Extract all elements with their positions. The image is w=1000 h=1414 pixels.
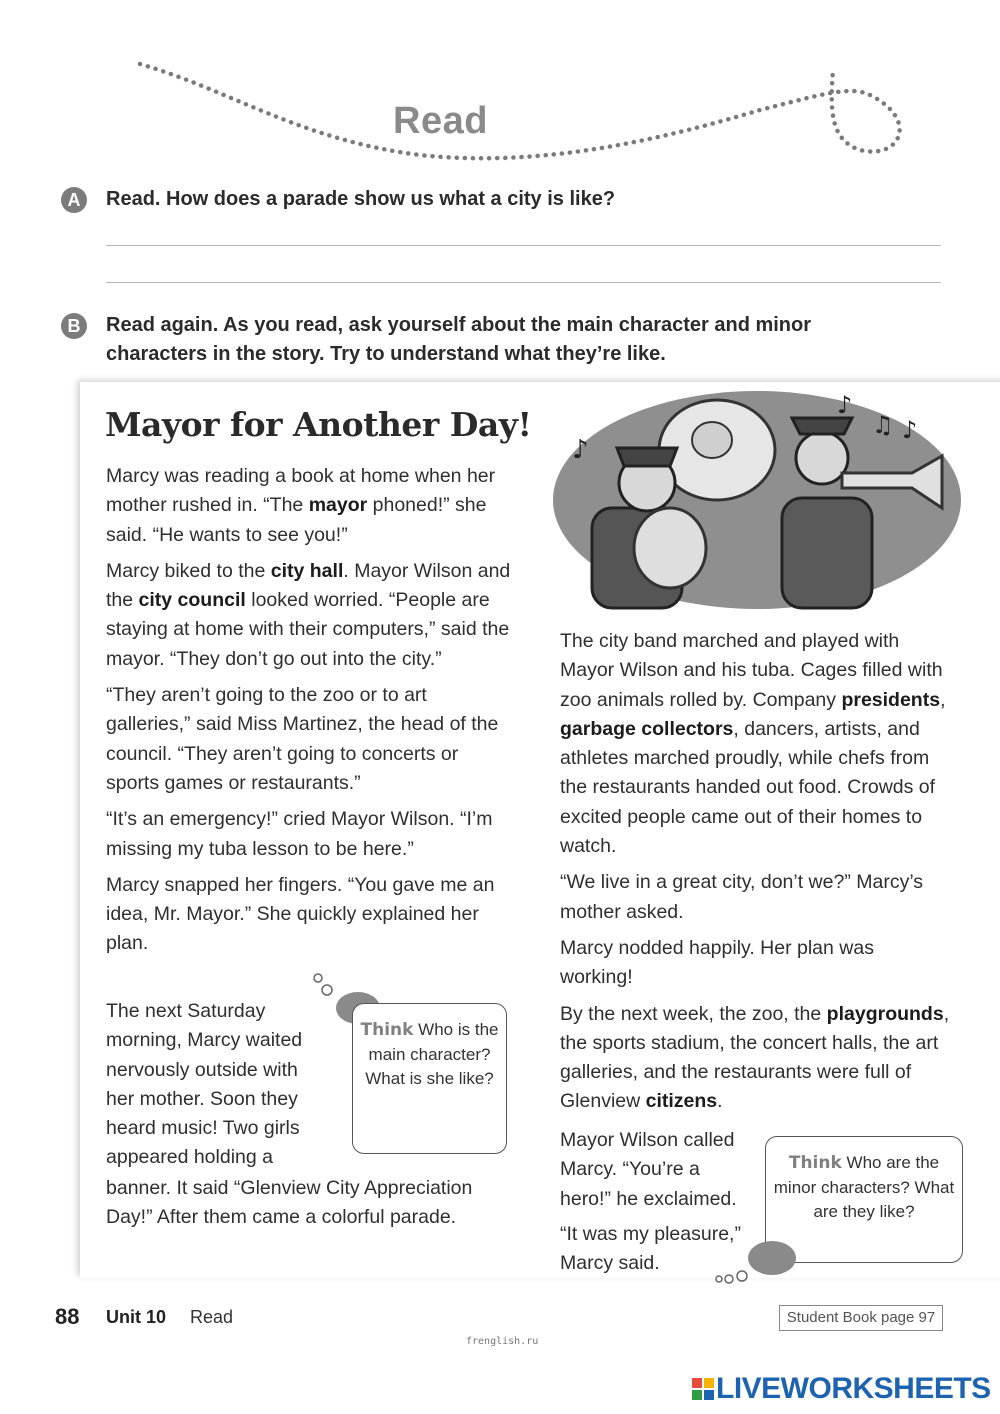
student-book-page[interactable]: Student Book page 97 — [779, 1305, 943, 1331]
page-number: 88 — [55, 1304, 80, 1329]
dotted-ribbon-decoration — [0, 0, 1000, 180]
right-column — [560, 627, 952, 1117]
question-b-line1: Read again. As you read, ask yourself about the main character and minor — [106, 314, 812, 336]
think-label: Think — [360, 1020, 414, 1040]
thought-bubble-2 — [712, 1236, 802, 1286]
think-question: Who is the main character? What is she like? — [365, 1020, 499, 1088]
svg-text:♪: ♪ — [902, 416, 918, 444]
left-column — [106, 462, 526, 959]
story-title: Mayor for Another Day! — [105, 405, 532, 444]
section-label: Read — [190, 1307, 234, 1327]
badge-a: A — [61, 187, 87, 213]
paragraph-pleasure: “It was my pleasure,” Marcy said. — [560, 1223, 741, 1275]
question-a-text: Read. How does a parade show us what a city is like? — [106, 188, 616, 210]
paragraph-mayor-called: Mayor Wilson called Marcy. “You’re a hero!” he exclaimed. — [560, 1129, 737, 1210]
watermark: frenglish.ru — [466, 1336, 539, 1347]
think-label: Think — [788, 1153, 842, 1173]
unit-label: Unit 10 — [106, 1307, 167, 1327]
paragraph-1: Marcy was reading a book at home when her mother rushed in. “The mayor phoned!” she said. “He wants to see you!” — [106, 465, 496, 546]
paragraph-banner: banner. It said “Glenview City Appreciation Day!” After them came a colorful parade. — [106, 1177, 473, 1229]
svg-text:♪: ♪ — [572, 435, 589, 465]
think-box-main-character — [352, 1003, 507, 1154]
liveworksheets-logo[interactable] — [692, 1372, 991, 1406]
liveworksheets-icon — [692, 1378, 714, 1400]
brand-text: LIVEWORKSHEETS — [716, 1372, 991, 1405]
badge-b: B — [61, 313, 87, 339]
paragraph-3: “They aren’t going to the zoo or to art galleries,” said Miss Martinez, the head of the council. “They aren’t going to concerts or sports games or restaurants.” — [106, 684, 499, 794]
paragraph-4: “It’s an emergency!” cried Mayor Wilson. “I’m missing my tuba lesson to be here.” — [106, 808, 493, 860]
paragraph-5: Marcy snapped her fingers. “You gave me an idea, Mr. Mayor.” She quickly explained her plan. — [106, 873, 495, 955]
question-b-line2: characters in the story. Try to understand what they’re like. — [106, 343, 666, 365]
think-question: Who are the minor characters? What are they like? — [773, 1153, 955, 1221]
band-illustration — [552, 388, 964, 612]
answer-line-1[interactable] — [106, 245, 941, 246]
paragraph-8: Marcy nodded happily. Her plan was working! — [560, 936, 874, 989]
paragraph-7: “We live in a great city, don’t we?” Marcy’s mother asked. — [560, 871, 924, 923]
paragraph-6: The city band marched and played with Mayor Wilson and his tuba. Cages filled with zoo animals rolled by. Company presidents, garbage collectors, dancers, artists, and athletes marched proudly, while chefs from the restaurants handed out food. Crowds of excited people came out of their homes to watch. — [560, 630, 946, 858]
paragraph-2: Marcy biked to the city hall. Mayor Wilson and the city council looked worried. “People are staying at home with their computers,” said the mayor. “They don’t go out into the city.” — [106, 559, 511, 670]
section-title: Read — [393, 100, 488, 142]
svg-text:♪: ♪ — [837, 391, 853, 419]
answer-line-2[interactable] — [106, 282, 941, 283]
svg-text:♫: ♫ — [872, 411, 894, 439]
paragraph-9: By the next week, the zoo, the playgrounds, the sports stadium, the concert halls, the art galleries, and the restaurants were full of Glenview citizens. — [560, 1002, 950, 1113]
paragraph-saturday: The next Saturday morning, Marcy waited nervously outside with her mother. Soon they heard music! Two girls appeared holding a — [106, 1000, 303, 1169]
